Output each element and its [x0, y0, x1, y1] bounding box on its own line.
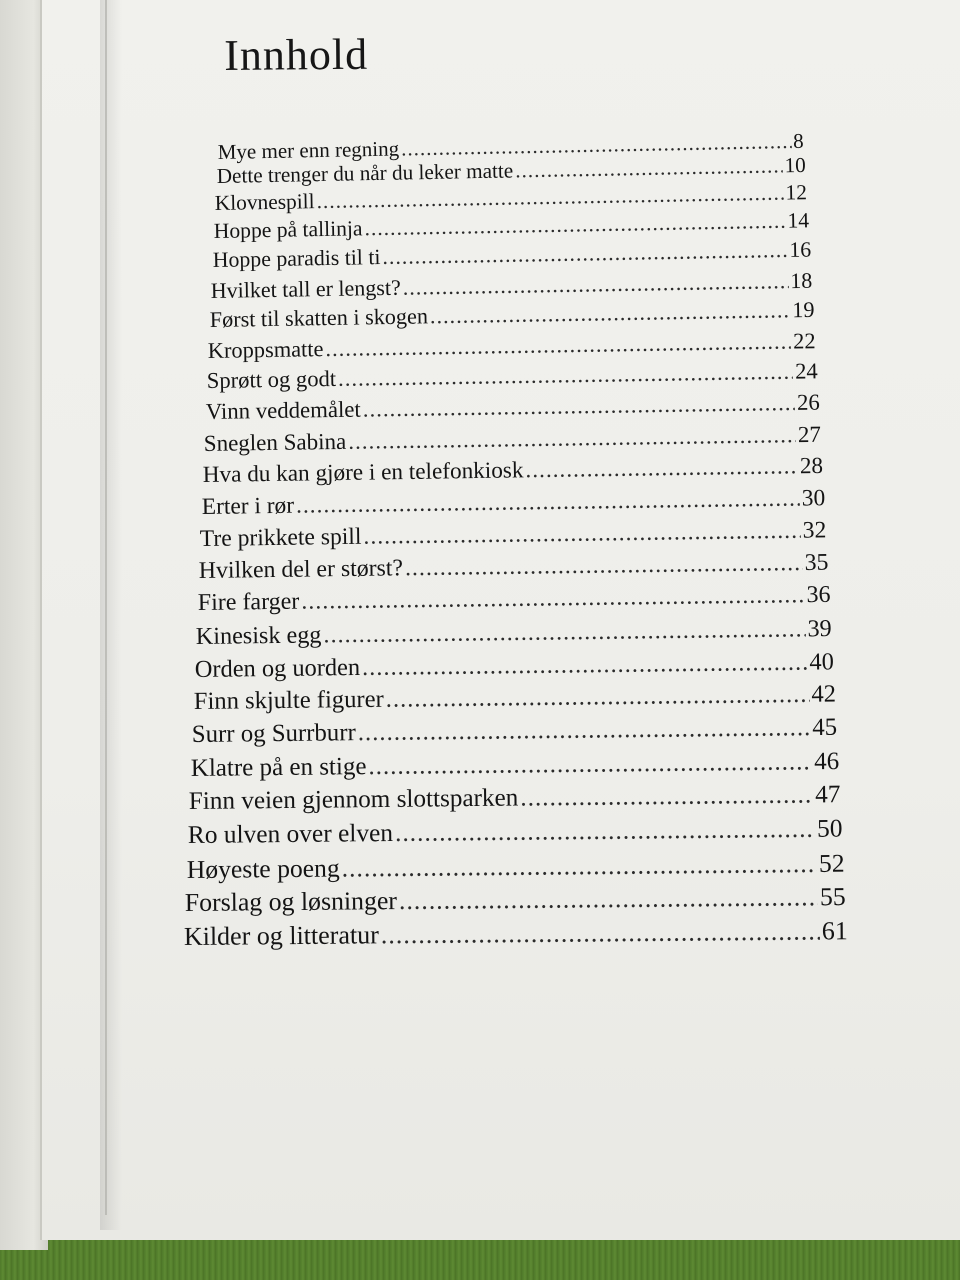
toc-entry-page-number: 27 [798, 421, 822, 447]
toc-entry-page-number: 22 [793, 327, 817, 354]
toc-entry [189, 781, 841, 816]
toc-entry [197, 582, 830, 617]
toc-dot-leader [515, 154, 783, 184]
toc-entry-title: Hvilket tall er lengst? [210, 274, 402, 303]
toc-entry [212, 238, 811, 273]
toc-entry-title: Høyeste poeng [186, 853, 340, 884]
toc-entry-page-number: 28 [799, 453, 824, 480]
toc-entry-page-number: 19 [791, 297, 815, 323]
toc-entry-page-number: 39 [807, 614, 833, 643]
toc-entry-title: Sneglen Sabina [204, 428, 347, 456]
toc-entry-title: Først til skatten i skogen [209, 303, 428, 333]
toc-entry-title: Kinesisk egg [195, 621, 322, 650]
toc-dot-leader [368, 748, 812, 781]
toc-dot-leader [395, 815, 815, 848]
toc-entry-page-number: 26 [796, 389, 820, 416]
toc-entry-title: Fire farger [197, 589, 300, 617]
toc-entry-title: Hva du kan gjøre i en telefonkiosk [202, 457, 524, 489]
toc-entry-page-number: 32 [802, 517, 827, 544]
toc-entry-page-number: 35 [804, 549, 829, 577]
toc-entry [185, 882, 846, 918]
toc-entry [190, 748, 839, 783]
toc-entry [203, 453, 824, 489]
toc-entry [186, 848, 844, 884]
toc-entry-title: Mye mer enn regning [217, 136, 400, 165]
toc-entry-page-number: 8 [792, 128, 804, 153]
toc-entry-title: Dette trenger du når du leker matte [216, 158, 514, 189]
toc-dot-leader [403, 268, 789, 301]
toc-entry [188, 815, 843, 851]
toc-entry-page-number: 52 [818, 848, 845, 878]
toc-entry [205, 390, 819, 425]
toc-dot-leader [364, 209, 785, 242]
toc-entry-title: Hvilken del er størst? [198, 555, 404, 585]
toc-entry-page-number: 42 [810, 680, 836, 709]
toc-entry-title: Hoppe på tallinja [213, 216, 363, 244]
toc-dot-leader [324, 615, 806, 649]
toc-entry-title: Sprøtt og godt [206, 366, 337, 394]
toc-dot-leader [358, 714, 811, 747]
toc-entry [199, 550, 829, 585]
toc-entry-page-number: 10 [783, 153, 806, 178]
toc-entry [204, 421, 822, 456]
toc-entry-title: Finn skjulte figurer [193, 686, 384, 716]
toc-entry [208, 328, 816, 364]
toc-entry-title: Tre prikkete spill [199, 523, 362, 552]
toc-entry-page-number: 50 [816, 814, 843, 843]
toc-entry-page-number: 16 [788, 237, 811, 262]
toc-entry-title: Hoppe paradis til ti [212, 245, 381, 273]
toc-entry-title: Kilder og litteratur [183, 920, 379, 952]
toc-entry-title: Klovnespill [214, 189, 316, 216]
toc-entry-title: Forslag og løsninger [185, 886, 398, 918]
toc-dot-leader [362, 390, 795, 423]
toc-entry [196, 615, 832, 651]
toc-entry [207, 359, 818, 395]
toc-entry-title: Kroppsmatte [208, 335, 325, 363]
toc-entry [195, 648, 834, 684]
toc-entry-title: Orden og uorden [194, 653, 361, 683]
toc-entry-title: Surr og Surrburr [191, 719, 357, 749]
toc-entry-title: Finn veien gjennom slottsparken [189, 784, 519, 815]
toc-entry [192, 714, 838, 749]
toc-entry-title: Ro ulven over elven [187, 819, 394, 850]
toc-entry-page-number: 24 [794, 358, 818, 385]
toc-dot-leader [385, 681, 809, 714]
toc-entry-page-number: 47 [815, 780, 841, 809]
toc-dot-leader [338, 359, 793, 392]
toc-entry-page-number: 61 [821, 916, 848, 946]
toc-dot-leader [364, 518, 802, 551]
toc-entry-title: Klatre på en stige [190, 752, 367, 782]
toc-dot-leader [521, 781, 814, 812]
toc-entry-title: Erter i rør [201, 492, 294, 520]
toc-entry [209, 297, 814, 333]
toc-entry [193, 681, 835, 717]
toc-entry-page-number: 36 [805, 582, 831, 609]
toc-entry [200, 517, 827, 553]
toc-entry-title: Vinn veddemålet [205, 397, 361, 425]
page-title: Innhold [224, 29, 369, 80]
toc-dot-leader [348, 422, 796, 455]
toc-entry-page-number: 18 [790, 267, 813, 293]
toc-entry-page-number: 12 [785, 180, 808, 205]
toc-entry-page-number: 45 [812, 714, 838, 742]
toc-entry-page-number: 40 [809, 647, 834, 676]
toc-dot-leader [341, 849, 817, 884]
toc-entry-page-number: 30 [801, 485, 826, 512]
toc-dot-leader [399, 883, 818, 917]
toc-dot-leader [326, 328, 792, 362]
toc-entry [184, 916, 848, 952]
toc-dot-leader [295, 486, 799, 520]
toc-dot-leader [405, 550, 803, 582]
toc-entry [201, 485, 825, 521]
toc-entry-page-number: 46 [813, 747, 840, 775]
toc-dot-leader [382, 238, 787, 270]
toc-dot-leader [525, 453, 798, 484]
toc-entry-page-number: 14 [787, 208, 810, 233]
toc-dot-leader [430, 298, 791, 330]
toc-dot-leader [381, 916, 820, 950]
toc-dot-leader [362, 648, 808, 681]
toc-entry-page-number: 55 [820, 882, 847, 912]
toc-dot-leader [301, 583, 805, 616]
